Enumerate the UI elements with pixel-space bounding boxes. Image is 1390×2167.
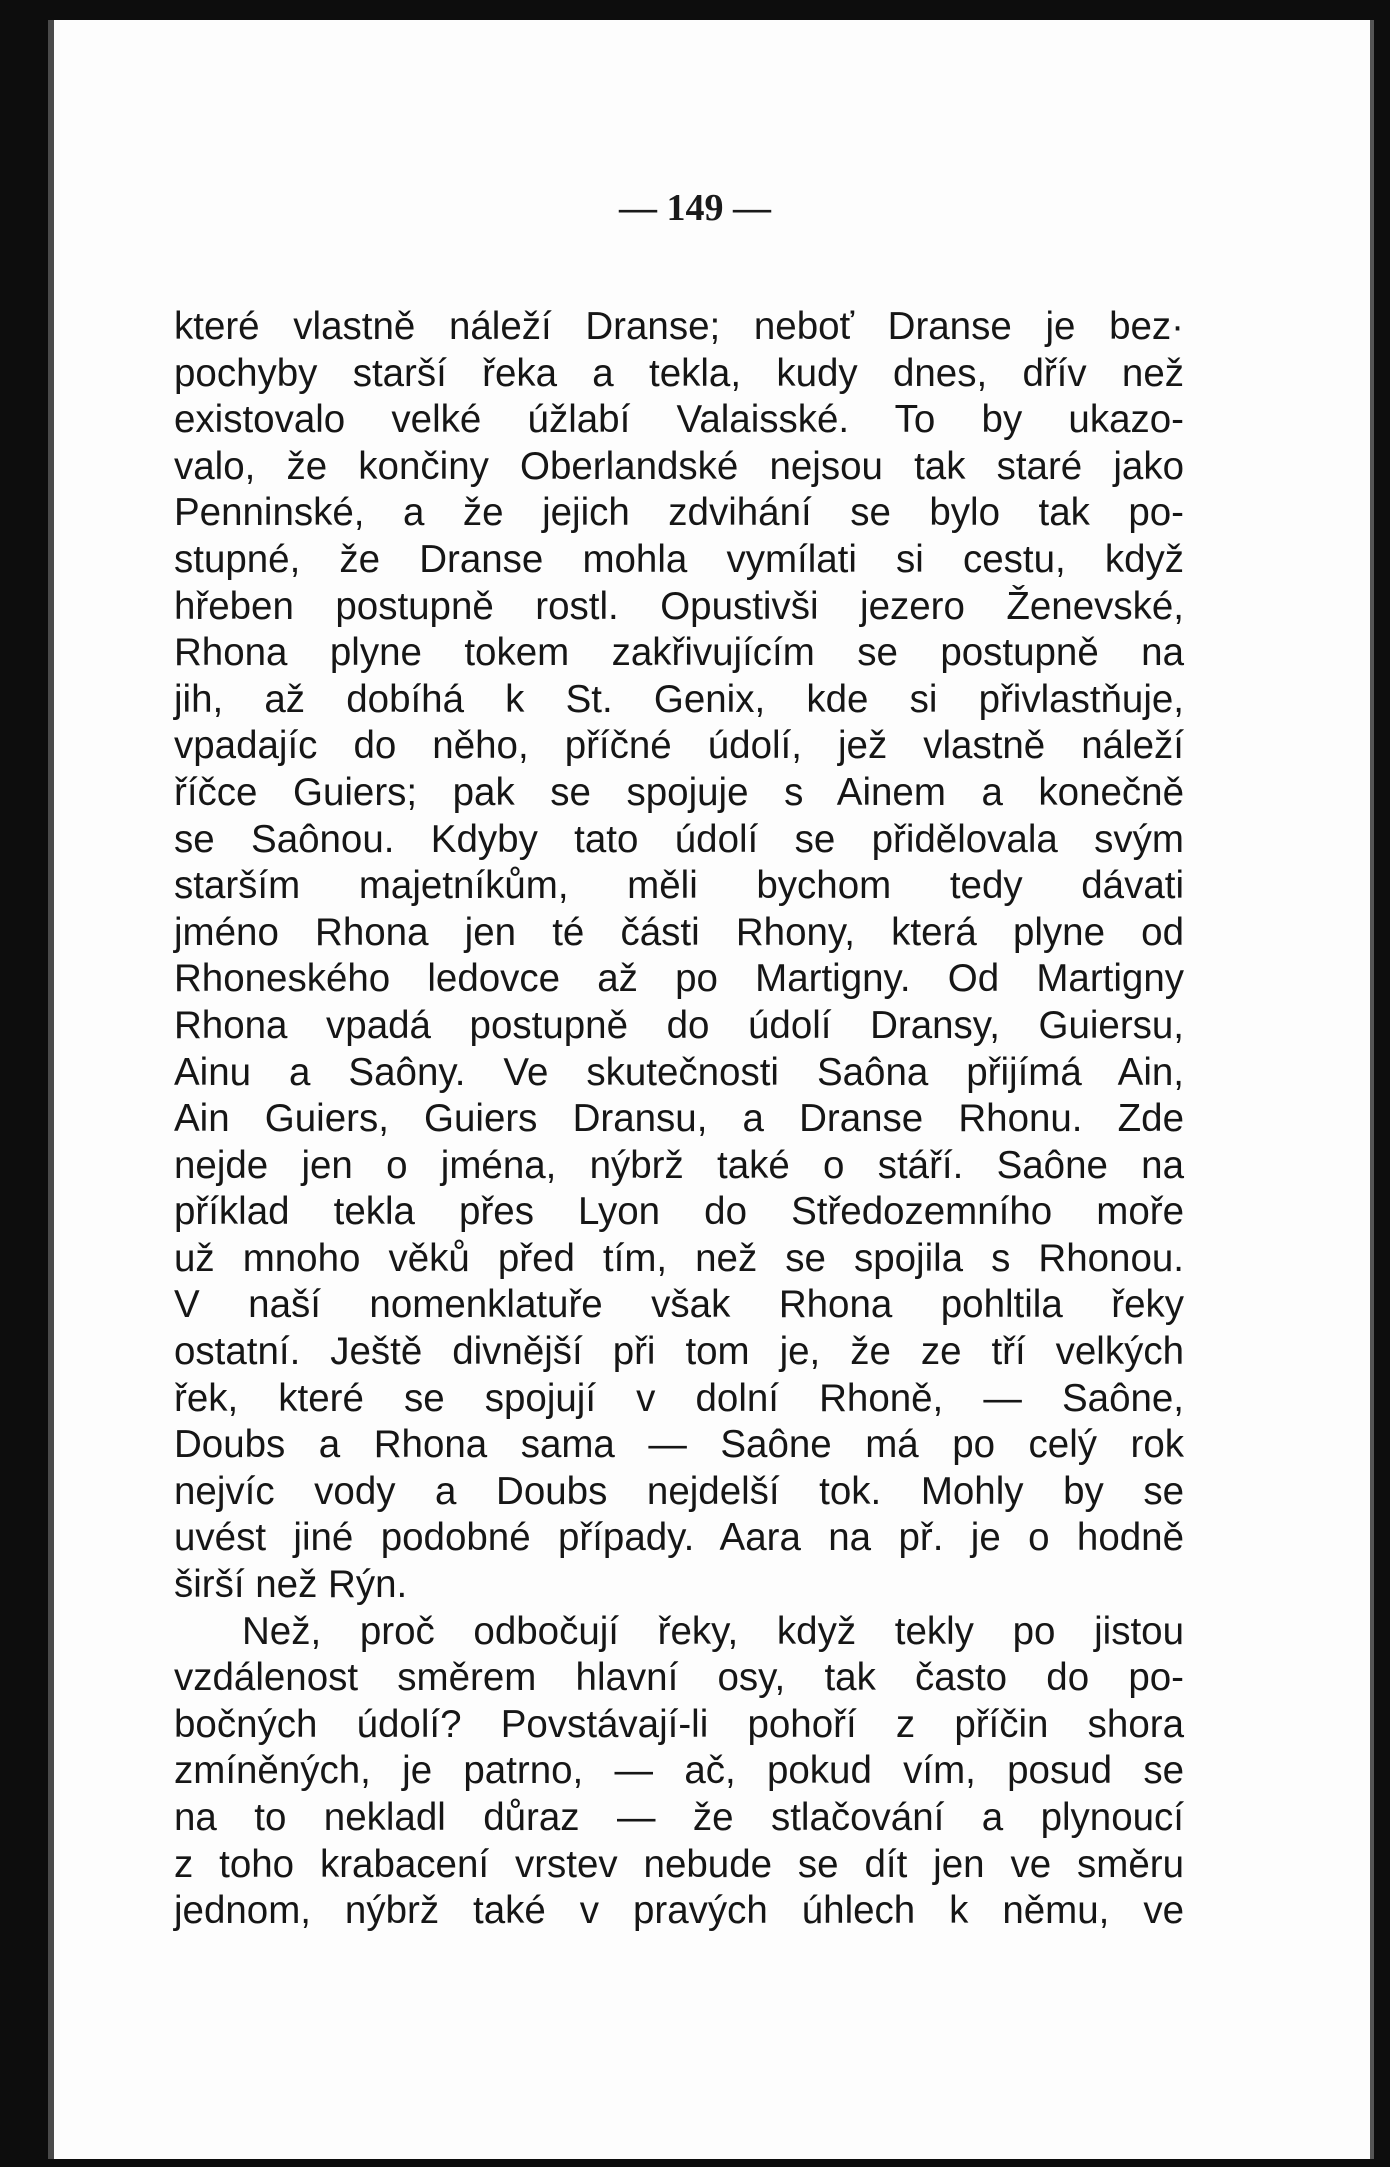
text-line: ostatní. Ještě divnější při tom je, že ze tří velkých	[174, 1330, 1184, 1374]
text-line: Penninské, a že jejich zdvihání se bylo tak po-	[174, 491, 1184, 535]
text-line: z toho krabacení vrstev nebude se dít jen ve směru	[174, 1842, 1184, 1886]
text-line: nejvíc vody a Doubs nejdelší tok. Mohly by se	[174, 1469, 1184, 1513]
text-line: Rhoneského ledovce až po Martigny. Od Martigny	[174, 957, 1184, 1001]
text-line: jih, až dobíhá k St. Genix, kde si přivlastňuje,	[174, 677, 1184, 721]
text-line: jednom, nýbrž také v pravých úhlech k němu, ve	[174, 1889, 1184, 1933]
scan-border-right	[1374, 0, 1390, 2167]
text-line: už mnoho věků před tím, než se spojila s Rhonou.	[174, 1236, 1184, 1280]
text-line: Rhona plyne tokem zakřivujícím se postupně na	[174, 631, 1184, 675]
text-line: V naší nomenklatuře však Rhona pohltila řeky	[174, 1283, 1184, 1327]
text-line: nejde jen o jména, nýbrž také o stáří. Saône na	[174, 1143, 1184, 1187]
text-line: stupné, že Dranse mohla vymílati si cestu, když	[174, 537, 1184, 581]
text-line: Než, proč odbočují řeky, když tekly po jistou	[242, 1609, 1184, 1653]
text-line: jméno Rhona jen té části Rhony, která plyne od	[174, 910, 1184, 954]
scan-border-left	[0, 0, 48, 2167]
text-line: starším majetníkům, měli bychom tedy dávati	[174, 864, 1184, 908]
page-number: — 149 —	[619, 187, 771, 229]
text-line: širší než Rýn.	[174, 1563, 408, 1607]
text-line: uvést jiné podobné případy. Aara na př. je o hodně	[174, 1516, 1184, 1560]
text-line: Doubs a Rhona sama — Saône má po celý rok	[174, 1423, 1184, 1467]
text-line: se Saônou. Kdyby tato údolí se přidělovala svým	[174, 817, 1184, 861]
scan-border-bottom	[0, 2159, 1390, 2167]
text-line: říčce Guiers; pak se spojuje s Ainem a konečně	[174, 770, 1184, 814]
text-line: existovalo velké úžlabí Valaisské. To by ukazo-	[174, 398, 1184, 442]
text-line: příklad tekla přes Lyon do Středozemního moře	[174, 1190, 1184, 1234]
text-line: Ain Guiers, Guiers Dransu, a Dranse Rhonu. Zde	[174, 1097, 1184, 1141]
text-line: Ainu a Saôny. Ve skutečnosti Saôna přijímá Ain,	[174, 1050, 1184, 1094]
body-text	[174, 304, 1184, 1935]
text-line: Rhona vpadá postupně do údolí Dransy, Guiersu,	[174, 1003, 1184, 1047]
text-line: vzdálenost směrem hlavní osy, tak často do po-	[174, 1656, 1184, 1700]
scan-border-top	[0, 0, 1390, 20]
text-line: které vlastně náleží Dranse; neboť Dranse je bez·	[174, 305, 1184, 348]
text-line: na to nekladl důraz — že stlačování a plynoucí	[174, 1796, 1184, 1839]
text-line: pochyby starší řeka a tekla, kudy dnes, dřív než	[174, 351, 1184, 395]
text-line: hřeben postupně rostl. Opustivši jezero Ženevské,	[174, 584, 1184, 628]
text-line: řek, které se spojují v dolní Rhoně, — Saône,	[174, 1376, 1184, 1420]
scan-border-right-shadow	[1370, 20, 1374, 2160]
text-line: valo, že končiny Oberlandské nejsou tak staré jako	[174, 444, 1184, 488]
text-line: zmíněných, je patrno, — ač, pokud vím, posud se	[174, 1749, 1184, 1793]
text-line: vpadajíc do něho, příčné údolí, jež vlastně náleží	[174, 724, 1184, 768]
text-line: bočných údolí? Povstávají-li pohoří z příčin shora	[174, 1702, 1184, 1746]
